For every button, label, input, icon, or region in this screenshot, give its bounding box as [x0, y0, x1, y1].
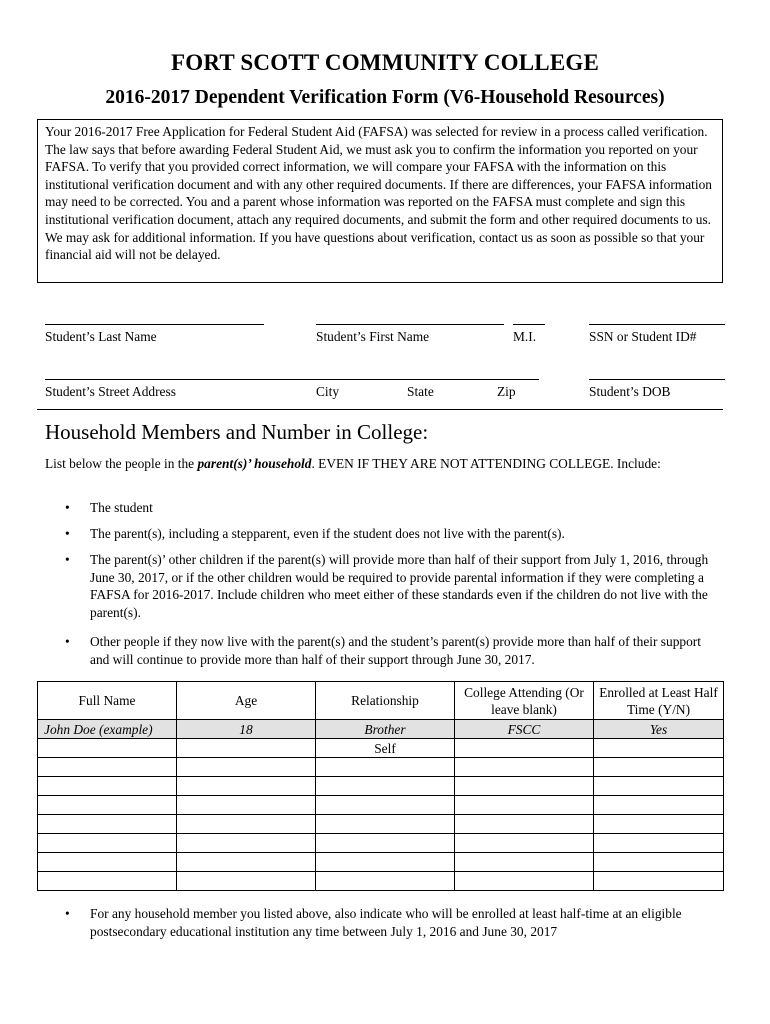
example-age: 18 — [177, 720, 316, 739]
dob-field[interactable] — [589, 379, 725, 380]
cell-age[interactable] — [177, 796, 316, 815]
bullet-icon: • — [65, 526, 70, 541]
col-header-enrolled: Enrolled at Least Half Time (Y/N) — [594, 682, 724, 720]
bullet-text: The student — [90, 500, 153, 515]
cell-full-name[interactable] — [38, 853, 177, 872]
cell-enrolled[interactable] — [594, 739, 724, 758]
cell-age[interactable] — [177, 815, 316, 834]
example-enrolled: Yes — [594, 720, 724, 739]
cell-college[interactable] — [455, 739, 594, 758]
bullet-text: The parent(s), including a stepparent, even if the student does not live with the parent(s). — [90, 526, 565, 541]
cell-relationship[interactable] — [316, 815, 455, 834]
ssn-field[interactable] — [589, 324, 725, 325]
zip-label: Zip — [497, 384, 516, 399]
cell-enrolled[interactable] — [594, 872, 724, 891]
cell-enrolled[interactable] — [594, 853, 724, 872]
bullet-text: Other people if they now live with the parent(s) and the student’s parent(s) provide more than half of their support and will continue to provide more than half of their support through June 30, 2017. — [90, 634, 701, 667]
bullet-icon: • — [65, 906, 70, 921]
cell-college[interactable] — [455, 834, 594, 853]
footnote-text: For any household member you listed above, also indicate who will be enrolled at least half-time at an eligible postsecondary educational institution any time between July 1, 2016 and June 30, 2017 — [90, 906, 682, 939]
example-row — [38, 720, 724, 739]
cell-college[interactable] — [455, 815, 594, 834]
cell-full-name[interactable] — [38, 739, 177, 758]
household-heading: Household Members and Number in College: — [45, 420, 429, 444]
household-intro — [45, 455, 725, 473]
cell-relationship[interactable] — [316, 796, 455, 815]
table-row — [38, 834, 724, 853]
cell-enrolled[interactable] — [594, 758, 724, 777]
household-intro-emphasis: parent(s)’ household — [197, 456, 312, 471]
cell-relationship[interactable] — [316, 758, 455, 777]
table-row — [38, 739, 724, 758]
city-label: City — [316, 384, 340, 399]
cell-age[interactable] — [177, 758, 316, 777]
example-relationship: Brother — [316, 720, 455, 739]
cell-relationship[interactable] — [316, 834, 455, 853]
table-row — [38, 777, 724, 796]
college-name: FORT SCOTT COMMUNITY COLLEGE — [170, 50, 599, 75]
table-row — [38, 853, 724, 872]
form-title: 2016-2017 Dependent Verification Form (V6-Household Resources) — [105, 87, 665, 108]
col-header-full-name: Full Name — [38, 682, 177, 720]
household-table — [37, 681, 724, 891]
table-row — [38, 872, 724, 891]
table-row — [38, 815, 724, 834]
household-intro-pre: List below the people in the — [45, 456, 198, 471]
intro-text: Your 2016-2017 Free Application for Federal Student Aid (FAFSA) was selected for review in a process called verification. The law says that before awarding Federal Student Aid, we must ask you to confirm the information you reported on your FAFSA. To verify that you provided correct information, we will compare your FAFSA with the information on this institutional verification document and with any other required documents. If there are differences, your FAFSA information may need to be corrected. You and a parent whose information was reported on the FAFSA must complete and sign this institutional verification document, attach any required documents, and submit the form and other required documents to us. We may ask for additional information. If you have questions about verification, contact us as soon as possible so that your financial aid will not be delayed. — [45, 124, 712, 263]
street-label: Student’s Street Address — [45, 384, 176, 399]
col-header-college: College Attending (Or leave blank) — [455, 682, 594, 720]
last-name-label: Student’s Last Name — [45, 329, 157, 344]
mi-label: M.I. — [513, 329, 537, 344]
cell-full-name[interactable] — [38, 796, 177, 815]
col-header-age: Age — [177, 682, 316, 720]
col-header-relationship: Relationship — [316, 682, 455, 720]
household-intro-post: . EVEN IF THEY ARE NOT ATTENDING COLLEGE. Include: — [311, 456, 661, 471]
cell-age[interactable] — [177, 834, 316, 853]
cell-college[interactable] — [455, 796, 594, 815]
last-name-field[interactable] — [45, 324, 264, 325]
cell-age[interactable] — [177, 739, 316, 758]
cell-relationship[interactable] — [316, 872, 455, 891]
cell-college[interactable] — [455, 872, 594, 891]
table-header-row — [38, 682, 724, 720]
table-row — [38, 758, 724, 777]
cell-enrolled[interactable] — [594, 796, 724, 815]
bullet-icon: • — [65, 634, 70, 649]
bullet-icon: • — [65, 500, 70, 515]
cell-age[interactable] — [177, 853, 316, 872]
cell-enrolled[interactable] — [594, 834, 724, 853]
mi-field[interactable] — [513, 324, 545, 325]
cell-full-name[interactable] — [38, 834, 177, 853]
cell-full-name[interactable] — [38, 872, 177, 891]
cell-enrolled[interactable] — [594, 815, 724, 834]
cell-relationship[interactable] — [316, 777, 455, 796]
cell-age[interactable] — [177, 777, 316, 796]
first-name-field[interactable] — [316, 324, 504, 325]
intro-box — [37, 119, 723, 283]
cell-college[interactable] — [455, 758, 594, 777]
cell-enrolled[interactable] — [594, 777, 724, 796]
state-label: State — [407, 384, 434, 399]
cell-age[interactable] — [177, 872, 316, 891]
cell-relationship[interactable]: Self — [316, 739, 455, 758]
cell-relationship[interactable] — [316, 853, 455, 872]
cell-full-name[interactable] — [38, 815, 177, 834]
table-row — [38, 796, 724, 815]
cell-college[interactable] — [455, 777, 594, 796]
example-college: FSCC — [455, 720, 594, 739]
ssn-label: SSN or Student ID# — [589, 329, 697, 344]
cell-full-name[interactable] — [38, 777, 177, 796]
section-divider — [37, 409, 723, 410]
example-full-name: John Doe (example) — [38, 720, 177, 739]
bullet-icon: • — [65, 552, 70, 567]
bullet-text: The parent(s)’ other children if the parent(s) will provide more than half of their support from July 1, 2016, through June 30, 2017, or if the other children would be required to provide parental information if they were completing a FAFSA for 2016-2017. Include children who meet either of these standards even if the children do not live with the parent(s). — [90, 552, 709, 620]
address-field[interactable] — [45, 379, 539, 380]
cell-college[interactable] — [455, 853, 594, 872]
dob-label: Student’s DOB — [589, 384, 671, 399]
cell-full-name[interactable] — [38, 758, 177, 777]
first-name-label: Student’s First Name — [316, 329, 430, 344]
